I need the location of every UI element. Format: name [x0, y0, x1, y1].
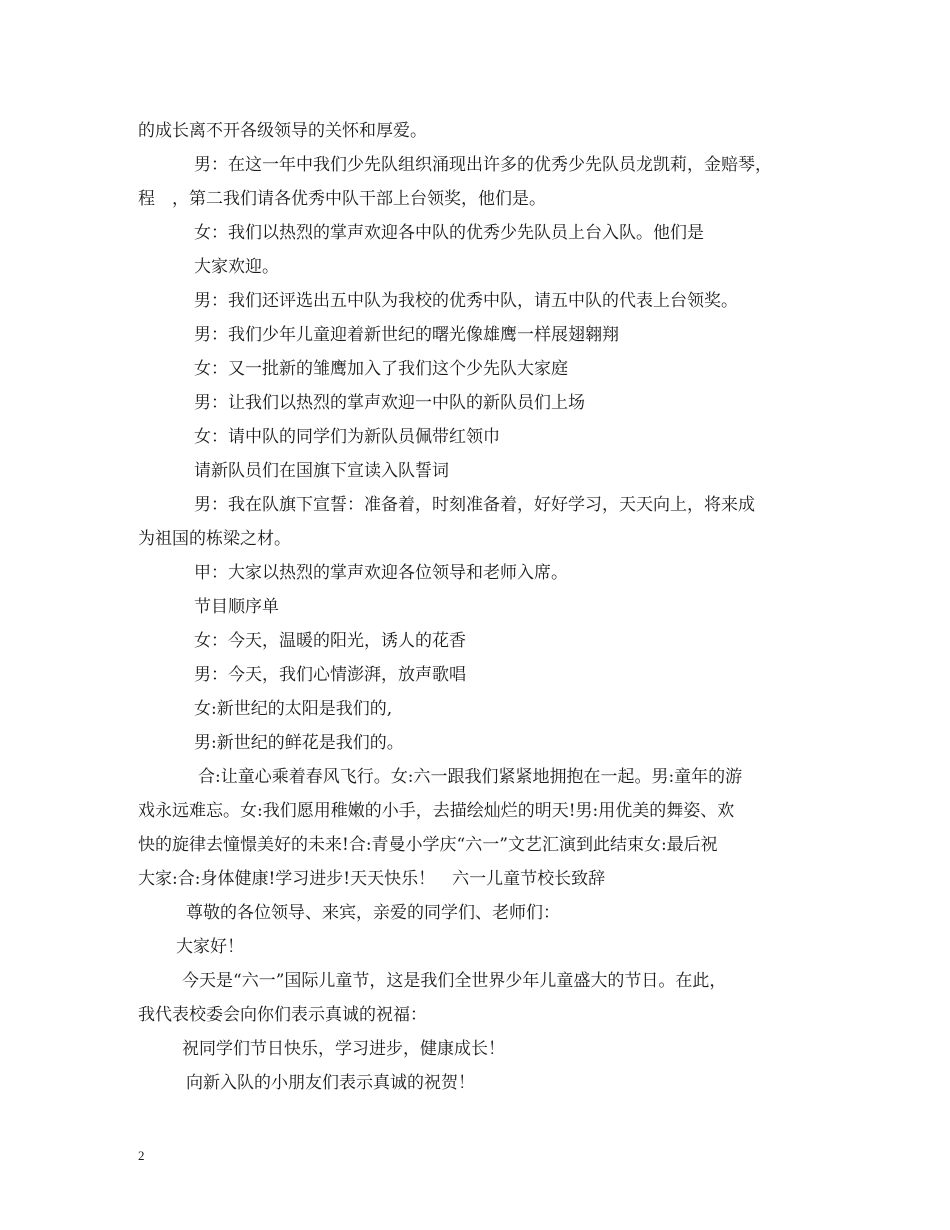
text-line: 向新入队的小朋友们表示真诚的祝贺！ [186, 1073, 475, 1093]
text-line: 尊敬的各位领导、来宾，亲爱的同学们、老师们： [186, 903, 560, 923]
text-line: 女：我们以热烈的掌声欢迎各中队的优秀少先队员上台入队。他们是 [194, 223, 704, 243]
text-line: 女:新世纪的太阳是我们的, [194, 699, 393, 719]
text-line: 甲：大家以热烈的掌声欢迎各位领导和老师入席。 [194, 563, 568, 583]
page-number: 2 [138, 1148, 145, 1163]
text-line: 今天是“六一”国际儿童节，这是我们全世界少年儿童盛大的节日。在此， [182, 971, 727, 991]
text-line: 程 ，第二我们请各优秀中队干部上台领奖，他们是。 [138, 189, 546, 209]
text-line: 男：让我们以热烈的掌声欢迎一中队的新队员们上场 [194, 393, 585, 413]
text-line: 戏永远难忘。女:我们愿用稚嫩的小手，去描绘灿烂的明天!男:用优美的舞姿、欢 [138, 801, 735, 821]
text-line: 男：我们少年儿童迎着新世纪的曙光像雄鹰一样展翅翱翔 [194, 325, 619, 345]
text-line: 男：我们还评选出五中队为我校的优秀中队，请五中队的代表上台领奖。 [194, 291, 738, 311]
text-line: 男：今天，我们心情澎湃，放声歌唱 [194, 665, 466, 685]
body-text [138, 114, 818, 1100]
text-line: 请新队员们在国旗下宣读入队誓词 [194, 461, 449, 481]
text-line: 男：我在队旗下宣誓：准备着，时刻准备着，好好学习，天天向上，将来成 [194, 495, 755, 515]
text-line: 为祖国的栋梁之材。 [138, 529, 291, 549]
text-line: 女：今天，温暖的阳光，诱人的花香 [194, 631, 466, 651]
text-line: 大家好！ [176, 937, 244, 957]
text-line: 女：又一批新的雏鹰加入了我们这个少先队大家庭 [194, 359, 568, 379]
text-line: 女：请中队的同学们为新队员佩带红领巾 [194, 427, 500, 447]
text-line: 男:新世纪的鲜花是我们的。 [194, 733, 404, 753]
text-line: 的成长离不开各级领导的关怀和厚爱。 [138, 121, 427, 141]
text-line: 快的旋律去憧憬美好的未来!合:青曼小学庆“六一”文艺汇演到此结束女:最后祝 [138, 835, 718, 855]
text-line: 我代表校委会向你们表示真诚的祝福： [138, 1005, 427, 1025]
text-line: 合:让童心乘着春风飞行。女:六一跟我们紧紧地拥抱在一起。男:童年的游 [198, 767, 743, 787]
text-line: 大家:合:身体健康!学习进步!天天快乐！ 六一儿童节校长致辞 [138, 869, 606, 889]
text-line: 节目顺序单 [194, 597, 279, 617]
text-line: 祝同学们节日快乐，学习进步，健康成长！ [182, 1039, 505, 1059]
text-line: 大家欢迎。 [194, 257, 279, 277]
text-line: 男：在这一年中我们少先队组织涌现出许多的优秀少先队员龙凯莉，金赔琴， [194, 155, 772, 175]
